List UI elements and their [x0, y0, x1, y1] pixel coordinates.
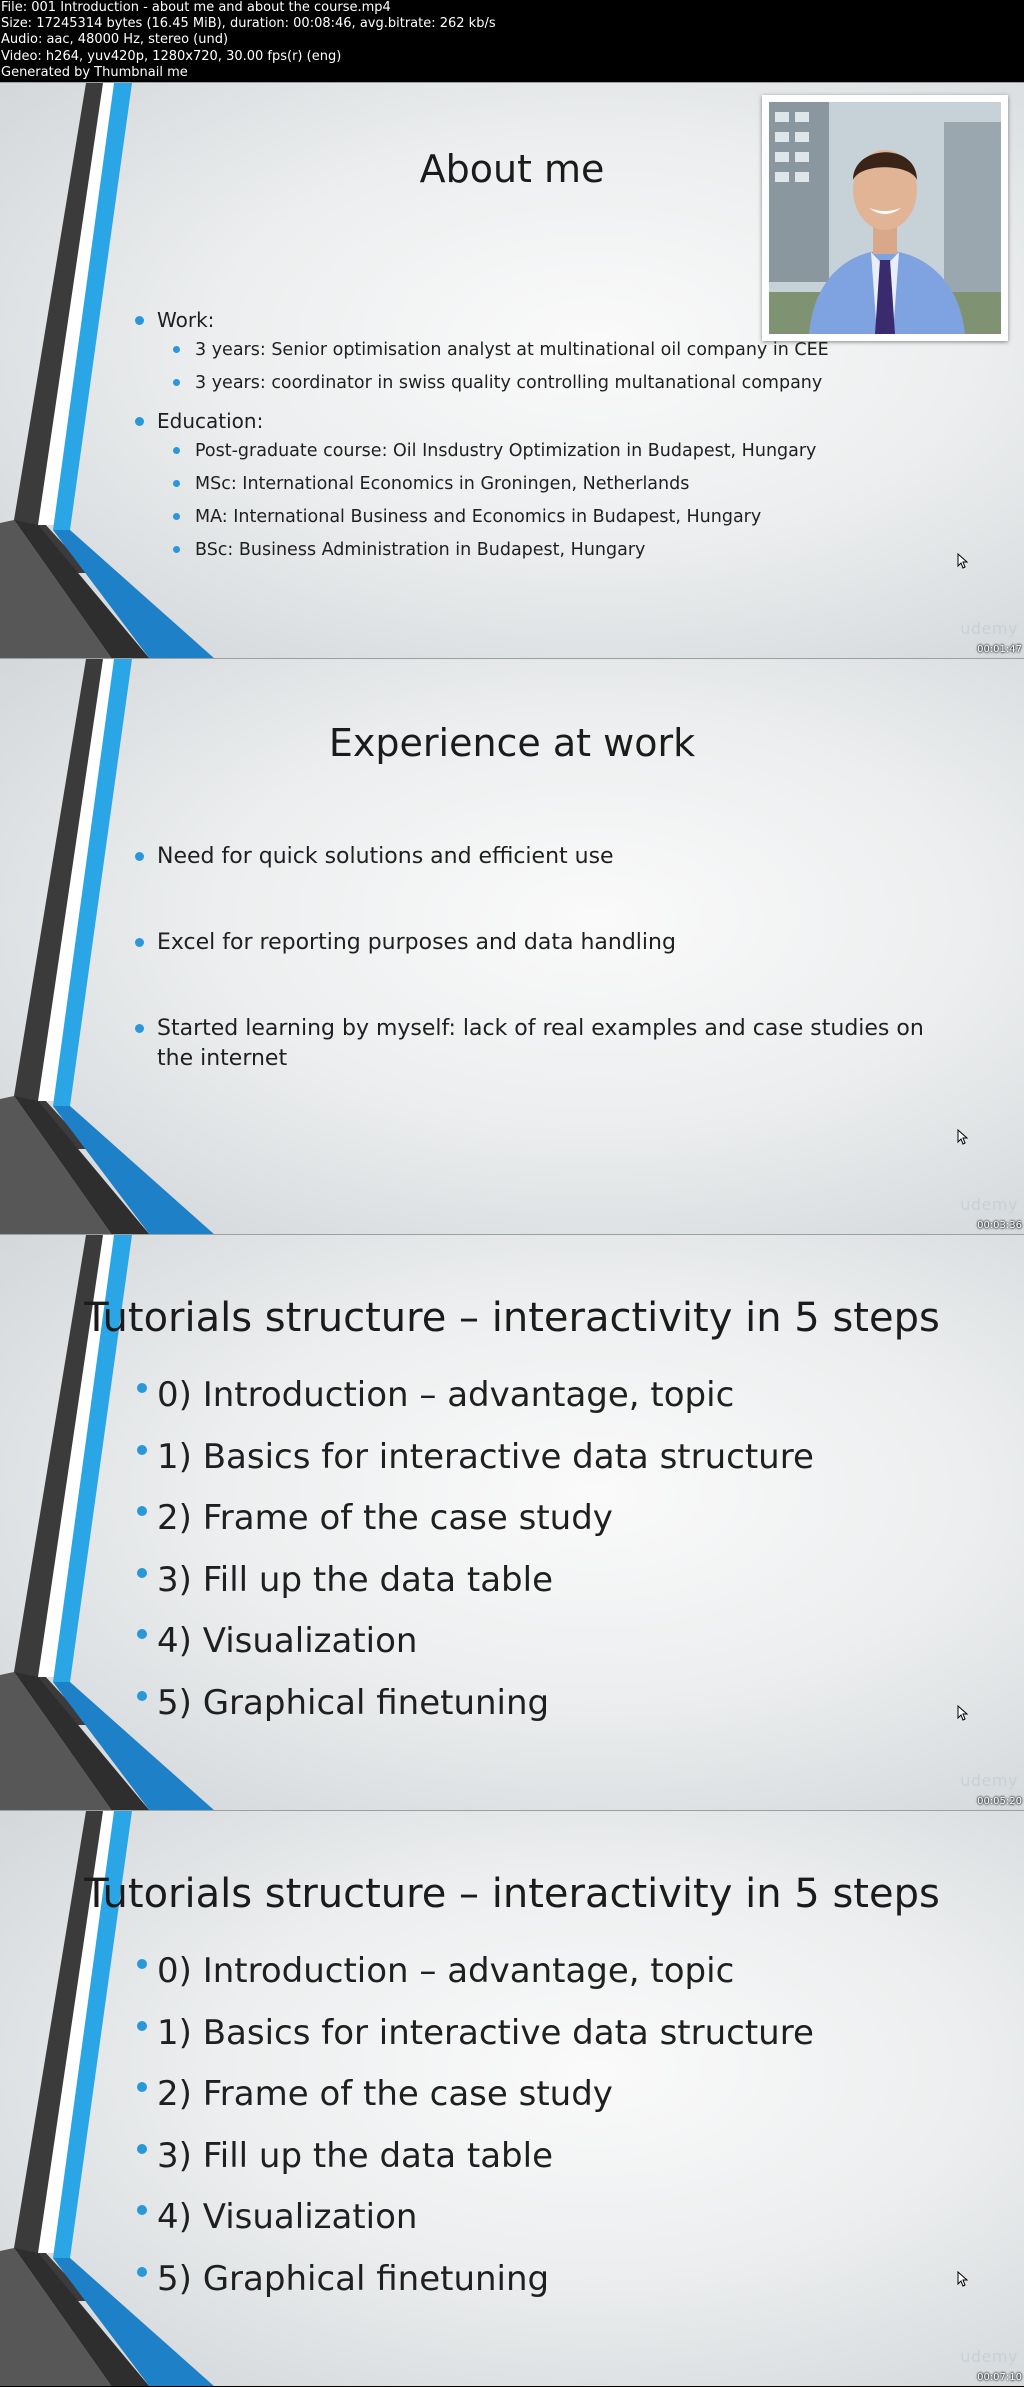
- slide-about-me: [0, 82, 1024, 658]
- list-item: 0) Introduction – advantage, topic: [135, 1370, 935, 1432]
- list-item: BSc: Business Administration in Budapest, Hungary: [173, 540, 855, 560]
- list-item: Excel for reporting purposes and data handling: [135, 928, 935, 958]
- slide-title: About me: [419, 147, 605, 191]
- list-item: 5) Graphical finetuning: [135, 2254, 935, 2316]
- education-items: [135, 441, 855, 560]
- frame-timestamp: 00:03:36: [977, 1220, 1022, 1231]
- list-item: MSc: International Economics in Groningen, Netherlands: [173, 474, 855, 494]
- list-item: 2) Frame of the case study: [135, 1493, 935, 1555]
- list-item: 4) Visualization: [135, 1616, 935, 1678]
- list-item: Need for quick solutions and efficient use: [135, 842, 935, 872]
- frame-timestamp: 00:01:47: [977, 644, 1022, 655]
- mouse-cursor-icon: [957, 2271, 969, 2287]
- list-item: 1) Basics for interactive data structure: [135, 1432, 935, 1494]
- mouse-cursor-icon: [957, 1705, 969, 1721]
- mouse-cursor-icon: [957, 1129, 969, 1145]
- profile-photo: [769, 102, 1001, 334]
- meta-line-video: Video: h264, yuv420p, 1280x720, 30.00 fps(r) (eng): [1, 48, 342, 64]
- watermark-logo: udemy: [960, 1771, 1018, 1790]
- tutorial-steps-list: [135, 1946, 935, 2315]
- slide-title: Experience at work: [328, 721, 696, 765]
- watermark-logo: udemy: [960, 1195, 1018, 1214]
- slide-title: Tutorials structure – interactivity in 5 steps: [84, 1295, 940, 1341]
- list-item: 3) Fill up the data table: [135, 2131, 935, 2193]
- list-item: 3 years: Senior optimisation analyst at multinational oil company in CEE: [173, 340, 855, 360]
- frame-timestamp: 00:07:10: [977, 2372, 1022, 2383]
- tutorial-steps-list: [135, 1370, 935, 1739]
- list-item: Post-graduate course: Oil Insdustry Optimization in Budapest, Hungary: [173, 441, 855, 461]
- meta-line-size: Size: 17245314 bytes (16.45 MiB), duration: 00:08:46, avg.bitrate: 262 kb/s: [1, 16, 496, 32]
- education-heading: Education:: [135, 409, 855, 433]
- work-heading: Work:: [135, 308, 855, 332]
- meta-line-file: File: 001 Introduction - about me and about the course.mp4: [1, 0, 391, 15]
- list-item: 2) Frame of the case study: [135, 2069, 935, 2131]
- experience-list: [135, 842, 935, 1130]
- frame-timestamp: 00:05:20: [977, 1796, 1022, 1807]
- list-item: 5) Graphical finetuning: [135, 1678, 935, 1740]
- meta-line-audio: Audio: aac, 48000 Hz, stereo (und): [1, 32, 229, 48]
- watermark-logo: udemy: [960, 2347, 1018, 2366]
- about-me-list: [135, 308, 855, 573]
- list-item: MA: International Business and Economics in Budapest, Hungary: [173, 507, 855, 527]
- list-item: 4) Visualization: [135, 2192, 935, 2254]
- list-item: 3 years: coordinator in swiss quality controlling multanational company: [173, 373, 855, 393]
- list-item: Started learning by myself: lack of real examples and case studies on the internet: [135, 1014, 935, 1074]
- video-metadata-header: [0, 0, 1024, 82]
- work-items: [135, 340, 855, 393]
- list-item: 3) Fill up the data table: [135, 1555, 935, 1617]
- slide-tutorials-structure-repeat: [0, 1810, 1024, 2386]
- mouse-cursor-icon: [957, 553, 969, 569]
- slide-title: Tutorials structure – interactivity in 5 steps: [84, 1871, 940, 1917]
- meta-line-generator: Generated by Thumbnail me: [1, 64, 188, 80]
- list-item: 1) Basics for interactive data structure: [135, 2008, 935, 2070]
- slide-experience-at-work: [0, 658, 1024, 1234]
- slide-tutorials-structure: [0, 1234, 1024, 1810]
- watermark-logo: udemy: [960, 619, 1018, 638]
- profile-photo-frame: [762, 95, 1008, 341]
- list-item: 0) Introduction – advantage, topic: [135, 1946, 935, 2008]
